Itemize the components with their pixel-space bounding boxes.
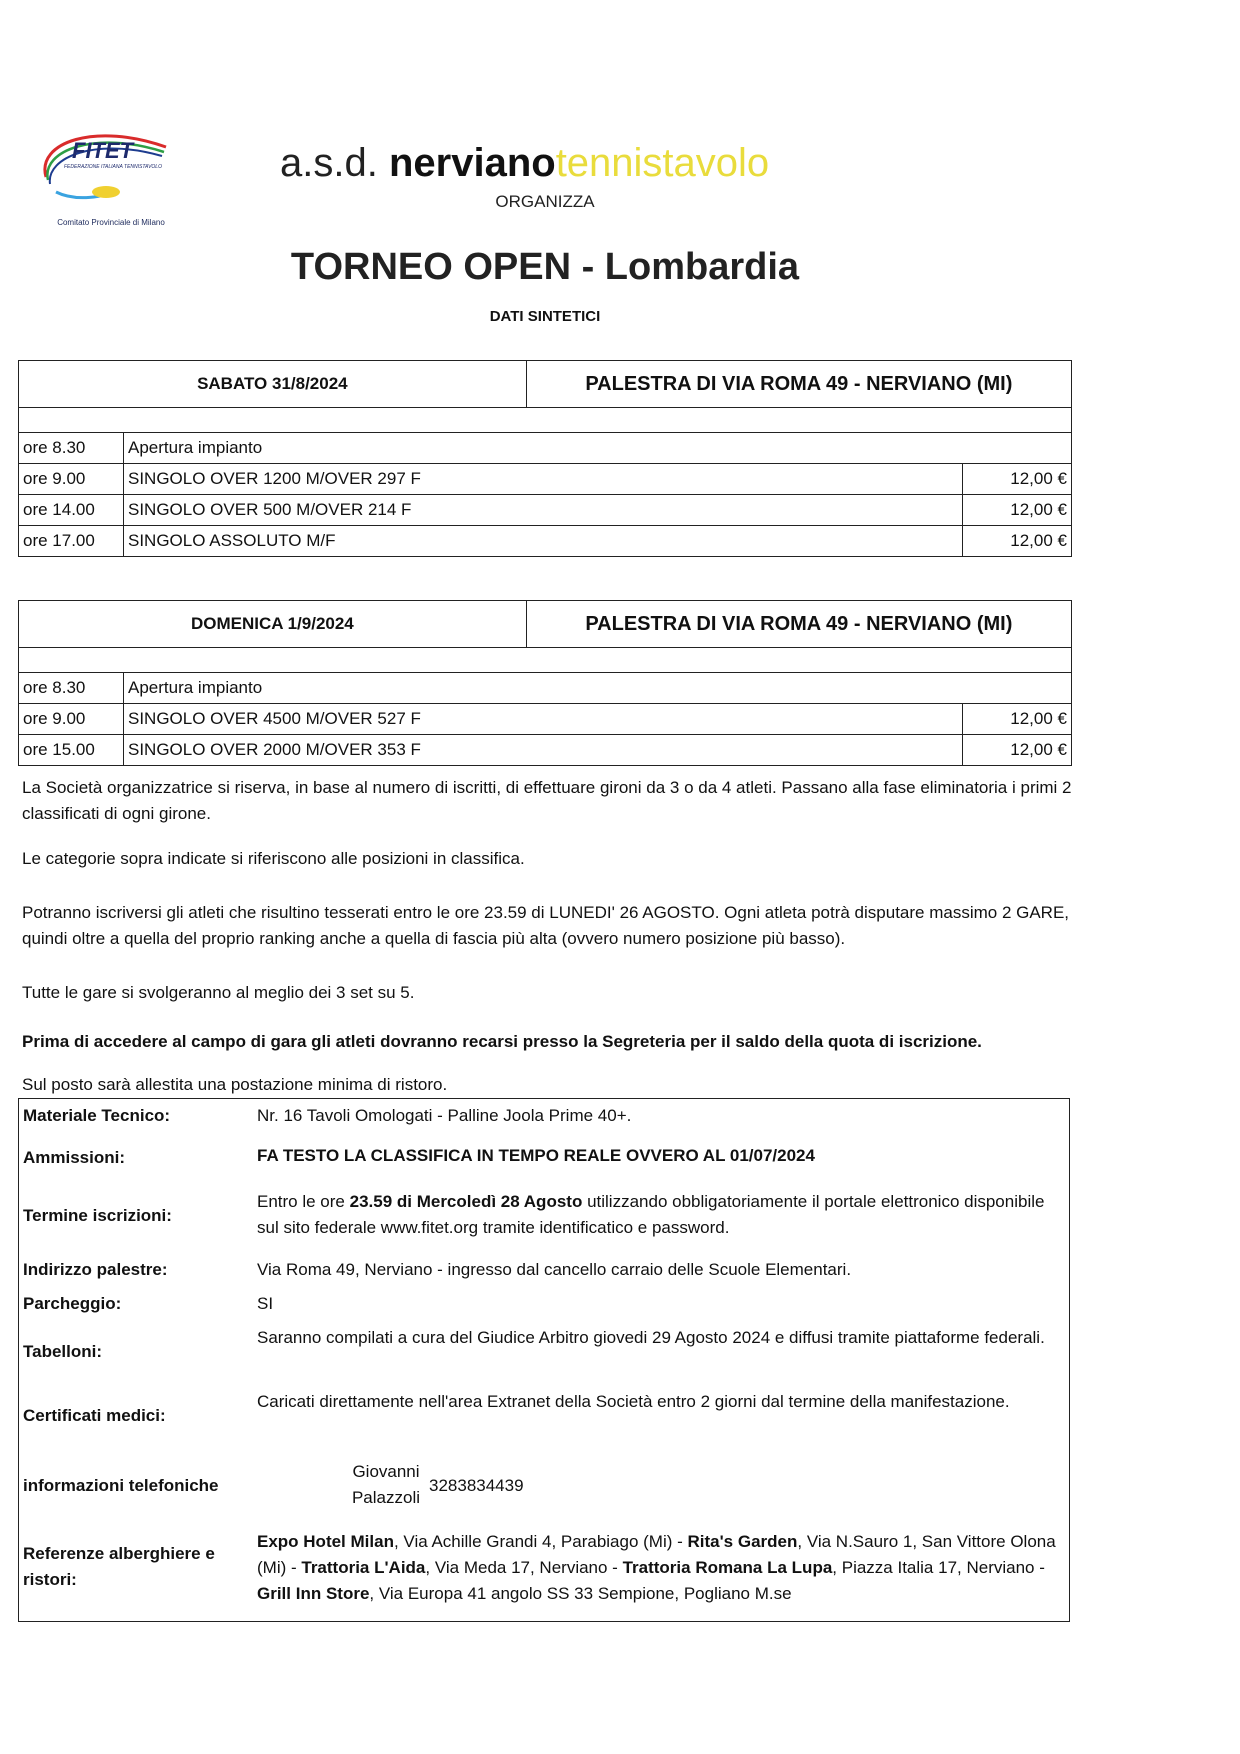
schedule-header [19,601,1072,648]
ristoro-paragraph: Sul posto sarà allestita una postazione minima di ristoro. [22,1075,448,1094]
iscrizione-paragraph: Potranno iscriversi gli atleti che risultino tesserati entro le ore 23.59 di LUNEDI' 26 AGOSTO. Ogni atleta potrà disputare massimo 2 GARE, quindi oltre a quella del proprio ranking anche a quella di fascia più alta (ovvero numero posizione più basso). [22,903,1070,948]
event-price: 12,00 € [963,526,1072,557]
hotel-address: , Via N.Sauro 1, San Vittore Olona (Mi) - [257,1532,1056,1577]
event-desc: Apertura impianto [124,433,1072,464]
event-desc: SINGOLO OVER 4500 M/OVER 527 F [124,704,963,735]
info-value: Caricati direttamente nell'area Extranet della Società entro 2 giorni dal termine della manifestazione. [257,1392,1010,1411]
organizer-prefix: a.s.d. [280,141,378,185]
hotel-name: Grill Inn Store [257,1584,370,1603]
hotel-name: Trattoria L'Aida [301,1558,426,1577]
hotel-name: Expo Hotel Milan [257,1532,394,1551]
organizza-label: ORGANIZZA [495,192,595,211]
event-time: ore 9.00 [19,464,124,495]
info-label: Referenze alberghiere e ristori: [23,1544,215,1589]
gironi-paragraph: La Società organizzatrice si riserva, in base al numero di iscritti, di effettuare gironi da 3 o da 4 atleti. Passano alla fase eliminatoria i primi 2 classificati di ogni girone. [22,778,1072,823]
event-time: ore 15.00 [19,735,124,766]
page-subtitle: DATI SINTETICI [489,308,601,325]
svg-text:FEDERAZIONE ITALIANA TENNISTAV: FEDERAZIONE ITALIANA TENNISTAVOLO [64,164,162,170]
event-price: 12,00 € [963,464,1072,495]
event-desc: SINGOLO OVER 1200 M/OVER 297 F [124,464,963,495]
fitet-logo [36,122,186,232]
page-title: TORNEO OPEN - Lombardia [290,246,800,288]
segreteria-paragraph: Prima di accedere al campo di gara gli atleti dovranno recarsi presso la Segreteria per il saldo della quota di iscrizione. [22,1032,982,1051]
info-value: FA TESTO LA CLASSIFICA IN TEMPO REALE OVVERO AL 01/07/2024 [257,1146,815,1165]
hotel-address: , Via Europa 41 angolo SS 33 Sempione, Pogliano M.se [369,1584,792,1603]
hotel-name: Rita's Garden [687,1532,798,1551]
info-value [257,1529,1057,1607]
event-desc: Apertura impianto [124,673,1072,704]
event-desc: SINGOLO OVER 500 M/OVER 214 F [124,495,963,526]
table-row [19,526,1072,557]
table-row [19,495,1072,526]
info-label: informazioni telefoniche [23,1476,219,1495]
hotel-address: , Via Achille Grandi 4, Parabiago (Mi) - [393,1532,688,1551]
table-row [19,704,1072,735]
termine-post: utilizzando obbligatoriamente il portale elettronico disponibile sul sito federale www.fitet.org tramite identificatico e password. [257,1192,1045,1237]
set-paragraph: Tutte le gare si svolgeranno al meglio dei 3 set su 5. [22,983,415,1002]
day-label: DOMENICA 1/9/2024 [19,601,527,648]
spacer-row [19,408,1072,433]
logo-caption: Comitato Provinciale di Milano [57,218,165,227]
table-row [19,433,1072,464]
schedule-table-saturday [18,360,1072,557]
contact-name: Giovanni Palazzoli [351,1462,421,1507]
svg-text:FITET: FITET [72,138,134,163]
spacer-row [19,648,1072,673]
hotel-address: , Via Meda 17, Nerviano - [425,1558,623,1577]
info-value: Saranno compilati a cura del Giudice Arbitro giovedi 29 Agosto 2024 e diffusi tramite piattaforme federali. [257,1328,1045,1347]
event-desc: SINGOLO ASSOLUTO M/F [124,526,963,557]
venue-label: PALESTRA DI VIA ROMA 49 - NERVIANO (MI) [526,361,1071,408]
event-time: ore 8.30 [19,433,124,464]
termine-pre: Entro le ore [257,1192,350,1211]
info-label: Indirizzo palestre: [23,1260,168,1279]
event-time: ore 14.00 [19,495,124,526]
event-price: 12,00 € [963,495,1072,526]
event-price: 12,00 € [963,735,1072,766]
contact-phone: 3283834439 [429,1476,524,1495]
info-label: Materiale Tecnico: [23,1106,171,1125]
info-label: Ammissioni: [23,1148,126,1167]
day-label: SABATO 31/8/2024 [19,361,527,408]
table-row [19,464,1072,495]
table-row [19,673,1072,704]
venue-label: PALESTRA DI VIA ROMA 49 - NERVIANO (MI) [526,601,1071,648]
table-row [19,735,1072,766]
fitet-logo-icon [36,122,186,222]
organizer-name-light: tennistavolo [555,141,770,185]
info-value: Via Roma 49, Nerviano - ingresso dal cancello carraio delle Scuole Elementari. [257,1260,852,1279]
info-label: Tabelloni: [23,1342,103,1361]
termine-bold: 23.59 di Mercoledì 28 Agosto [349,1192,583,1211]
event-time: ore 9.00 [19,704,124,735]
event-desc: SINGOLO OVER 2000 M/OVER 353 F [124,735,963,766]
info-label: Termine iscrizioni: [23,1206,172,1225]
info-label: Parcheggio: [23,1294,122,1313]
organizer-name-bold: nerviano [388,141,556,185]
info-value: SI [257,1294,274,1313]
schedule-header [19,361,1072,408]
categorie-paragraph: Le categorie sopra indicate si riferiscono alle posizioni in classifica. [22,849,525,868]
hotel-address: , Piazza Italia 17, Nerviano - [832,1558,1045,1577]
organizer-name [280,140,769,186]
info-value [257,1189,1057,1241]
hotel-name: Trattoria Romana La Lupa [622,1558,833,1577]
schedule-table-sunday [18,600,1072,766]
info-value: Nr. 16 Tavoli Omologati - Palline Joola Prime 40+. [257,1106,632,1125]
event-time: ore 8.30 [19,673,124,704]
event-time: ore 17.00 [19,526,124,557]
info-label: Certificati medici: [23,1406,166,1425]
event-price: 12,00 € [963,704,1072,735]
info-table [18,1098,1070,1622]
